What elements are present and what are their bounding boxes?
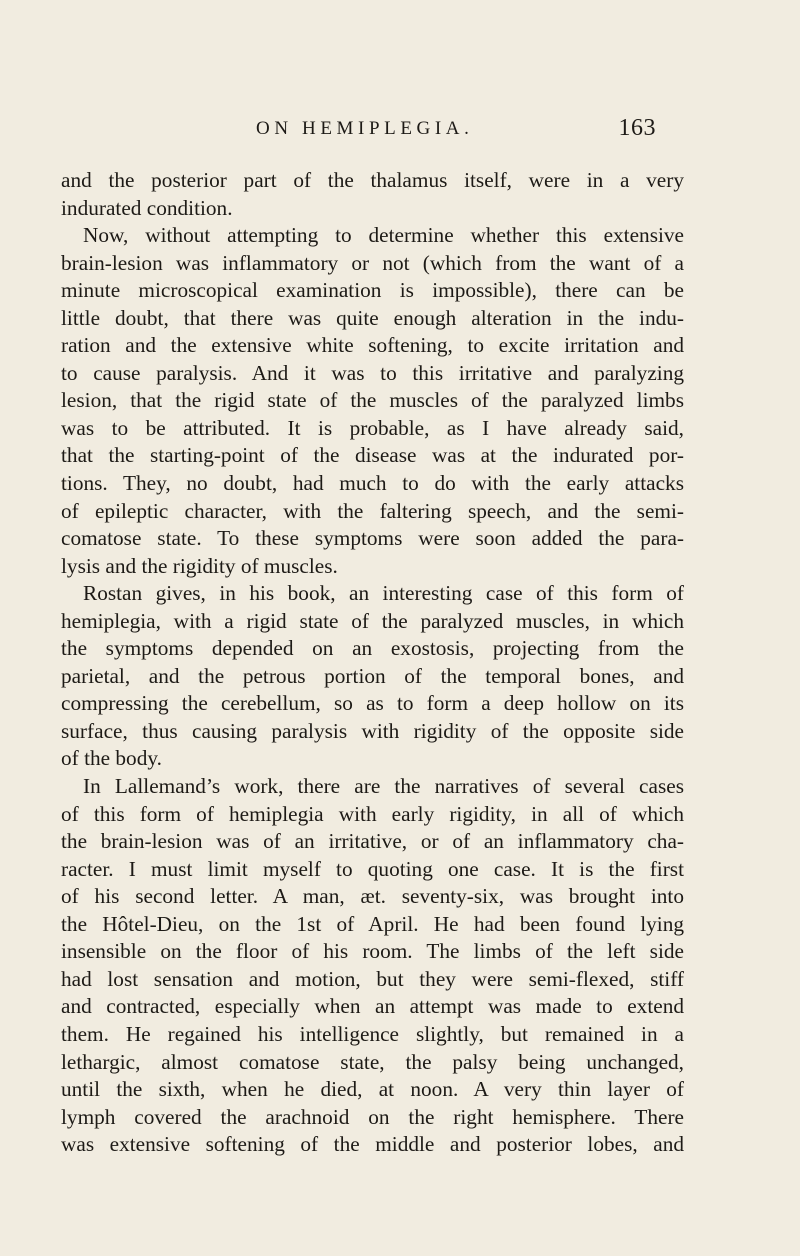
text-line: minute microscopical examination is impossible), there can be xyxy=(61,278,684,303)
text-line: of the body. xyxy=(61,746,162,771)
text-line: lymph covered the arachnoid on the right hemisphere. There xyxy=(61,1104,684,1129)
text-line: of his second letter. A man, æt. seventy-six, was brought into xyxy=(61,884,684,909)
text-line: insensible on the floor of his room. The limbs of the left side xyxy=(61,939,684,964)
running-head xyxy=(256,115,656,148)
page-number: 163 xyxy=(618,115,656,141)
text-line: was to be attributed. It is probable, as I have already said, xyxy=(61,415,684,440)
text-line: lesion, that the rigid state of the muscles of the paralyzed limbs xyxy=(61,388,684,413)
text-line: of this form of hemiplegia with early rigidity, in all of which xyxy=(61,801,684,826)
text-line: had lost sensation and motion, but they were semi-flexed, stiff xyxy=(61,966,684,991)
text-line: Now, without attempting to determine whether this extensive xyxy=(83,223,684,248)
text-line: racter. I must limit myself to quoting one case. It is the first xyxy=(61,856,684,881)
text-line: the Hôtel-Dieu, on the 1st of April. He had been found lying xyxy=(61,911,684,936)
text-line: surface, thus causing paralysis with rigidity of the opposite side xyxy=(61,718,684,743)
text-line: them. He regained his intelligence slightly, but remained in a xyxy=(61,1021,684,1046)
text-line: to cause paralysis. And it was to this irritative and paralyzing xyxy=(61,360,684,385)
text-line: lysis and the rigidity of muscles. xyxy=(61,553,338,578)
text-line: the symptoms depended on an exostosis, projecting from the xyxy=(61,636,684,661)
text-line: and the posterior part of the thalamus itself, were in a very xyxy=(61,168,684,192)
text-line: parietal, and the petrous portion of the temporal bones, and xyxy=(61,663,684,688)
text-line: tions. They, no doubt, had much to do with the early attacks xyxy=(61,471,684,496)
text-line: Rostan gives, in his book, an interesting case of this form of xyxy=(83,581,684,606)
text-line: of epileptic character, with the faltering speech, and the semi- xyxy=(61,498,684,523)
text-line: little doubt, that there was quite enough alteration in the indu- xyxy=(61,305,684,330)
text-line: comatose state. To these symptoms were soon added the para- xyxy=(61,526,684,551)
text-line: compressing the cerebellum, so as to form a deep hollow on its xyxy=(61,691,684,716)
text-line: the brain-lesion was of an irritative, or of an inflammatory cha- xyxy=(61,829,684,854)
text-line: In Lallemand’s work, there are the narratives of several cases xyxy=(83,774,684,799)
text-line: hemiplegia, with a rigid state of the paralyzed muscles, in which xyxy=(61,608,684,633)
text-line: indurated condition. xyxy=(61,195,233,220)
text-line: until the sixth, when he died, at noon. A very thin layer of xyxy=(61,1077,684,1102)
body-text xyxy=(61,167,684,1159)
text-line: ration and the extensive white softening, to excite irritation and xyxy=(61,333,684,358)
text-line: was extensive softening of the middle and posterior lobes, and xyxy=(61,1132,684,1157)
text-line: and contracted, especially when an attempt was made to extend xyxy=(61,994,684,1019)
text-line: brain-lesion was inflammatory or not (which from the want of a xyxy=(61,250,684,275)
running-head-title: ON HEMIPLEGIA. xyxy=(256,118,474,139)
text-line: lethargic, almost comatose state, the palsy being unchanged, xyxy=(61,1049,684,1074)
text-line: that the starting-point of the disease was at the indurated por- xyxy=(61,443,684,468)
